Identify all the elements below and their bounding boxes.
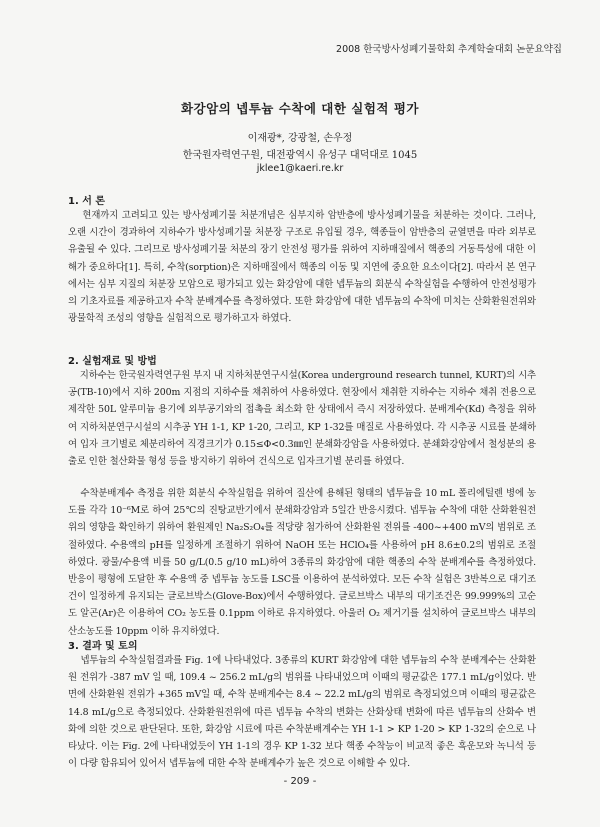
paper-title: 화강암의 넵투늄 수착에 대한 실험적 평가	[180, 101, 420, 116]
email: jklee1@kaeri.re.kr	[256, 163, 344, 174]
introduction-paragraph: 현재까지 고려되고 있는 방사성폐기물 처분개념은 심부지하 암반층에 방사성폐기물을 처분하는 것이다. 그러나, 오랜 시간이 경과하여 지하수가 방사성폐기물 처분장 구조로 유입될 경우, 핵종들이 암반층의 균열면을 따라 외부로 유출될 수 있다. 그리므로 방사성폐기물 처분의 장기 안전성 평가를 위하여 지하매질에서 핵종의 거동특성에 대한 이해가 중요하다[1]. 특히, 수착(sorption)은 지하매질에서 핵종의 이동 및 지연에 중요한 요소이다[2]. 따라서 본 연구에서는 심부 지질의 처분장 모암으로 평가되고 있는 화강암에 대한 넵투늄의 회분식 수착실험을 수행하여 안전성평가의 기초자료를 제공하고자 수착 분배계수를 측정하였다. 또한 화강암에 대한 넵투늄의 수착에 미치는 산화환원전위와 광물학적 조성의 영향을 실험적으로 평가하고자 하였다.	[68, 210, 539, 325]
methods-paragraph-1: 지하수는 한국원자력연구원 부지 내 지하처분연구시설(Korea underground research tunnel, KURT)의 시추공(TB-10)에서 지하 200m 지점의 지하수를 채취하여 사용하였다. 현장에서 채취한 지하수는 지하수 채취 전용으로 제작한 50L 알루미늄 용기에 외부공기와의 접촉을 최소화 한 상태에서 즉시 저장하였다. 분배계수(Kd) 측정을 위하여 지하처분연구시설의 시추공 YH 1-1, KP 1-20, 그리고, KP 1-32를 매질로 사용하였다. 각 시추공 시료를 분쇄하여 입자 크기별로 체분리하여 직경크기가 0.15≤Φ<0.3㎜인 분쇄화강암을 사용하였다. 분쇄화강암에서 철성분의 용출로 인한 철산화물 형성 등을 방지하기 위하여 건식으로 입자크기별 분리를 하였다.	[68, 370, 539, 468]
affiliation: 한국원자력연구원, 대전광역시 유성구 대덕대로 1045	[182, 150, 418, 161]
results-paragraph: 넵투늄의 수착실험결과를 Fig. 1에 나타내었다. 3종류의 KURT 화강암에 대한 넵투늄의 수착 분배계수는 산화환원 전위가 -387 mV 일 때, 109.4 ~ 256.2 mL/g의 범위를 나타내었으며 이때의 평균값은 177.1 mL/g이었다. 반면에 산화환원 전위가 +365 mV일 때, 수착 분배계수는 8.4 ~ 22.2 mL/g의 범위로 측정되었으며 이때의 평균값은 14.8 mL/g으로 측정되었다. 산화환원전위에 따른 넵투늄 수착의 변화는 산화상태 변화에 따른 넵투늄의 산화수 변화에 의한 것으로 판단된다. 또한, 화강암 시료에 따른 수착분배계수는 YH 1-1 > KP 1-20 > KP 1-32의 순으로 나타났다. 이는 Fig. 2에 나타내었듯이 YH 1-1의 경우 KP 1-32 보다 핵종 수착능이 비교적 좋은 흑운모와 녹니석 등이 다량 함유되어 있어서 넵투늄에 대한 수착 분배계수가 높은 것으로 이해할 수 있다.	[68, 655, 539, 770]
page-number: - 209 -	[283, 776, 317, 787]
section-heading-results: 3. 결과 및 토의	[68, 641, 138, 652]
running-header: 2008 한국방사성폐기물학회 추계학술대회 논문요약집	[336, 44, 562, 55]
authors: 이재광*, 강광철, 손우정	[247, 133, 353, 144]
methods-paragraph-2: 수착분배계수 측정을 위한 회분식 수착실험을 위하여 질산에 용해된 형태의 넵투늄을 10 mL 폴리에틸렌 병에 농도를 각각 10⁻⁶M로 하여 25℃의 진탕교반기에서 분쇄화강암과 5일간 반응시켰다. 넵투늄 수착에 대한 산화환원전위의 영향을 확인하기 위하여 환원제인 Na₂S₂O₄를 적당량 첨가하여 산화환원 전위를 -400~+400 mV의 범위로 조절하였다. 수용액의 pH를 일정하게 조절하기 위하여 NaOH 또는 HClO₄를 사용하여 pH 8.6±0.2의 범위로 조절하였다. 광물/수용액 비를 50 g/L(0.5 g/10 mL)하여 3종류의 화강암에 대한 핵종의 수착 분배계수를 측정하였다. 반응이 평형에 도달한 후 수용액 중 넵투늄 농도를 LSC를 이용하여 분석하였다. 모든 수착 실험은 3반복으로 대기조건이 일정하게 유지되는 글로브박스(Glove-Box)에서 수행하였다. 글로브박스 내부의 대기조건은 99.999%의 고순도 알곤(Ar)은 이용하여 CO₂ 농도를 0.1ppm 이하로 유지하였다. 아울러 O₂ 제거기를 설치하여 글로브박스 내부의 산소농도를 10ppm 이하 유지하였다.	[68, 488, 539, 637]
section-heading-introduction: 1. 서 론	[68, 196, 106, 207]
section-heading-methods: 2. 실험재료 및 방법	[68, 356, 157, 367]
